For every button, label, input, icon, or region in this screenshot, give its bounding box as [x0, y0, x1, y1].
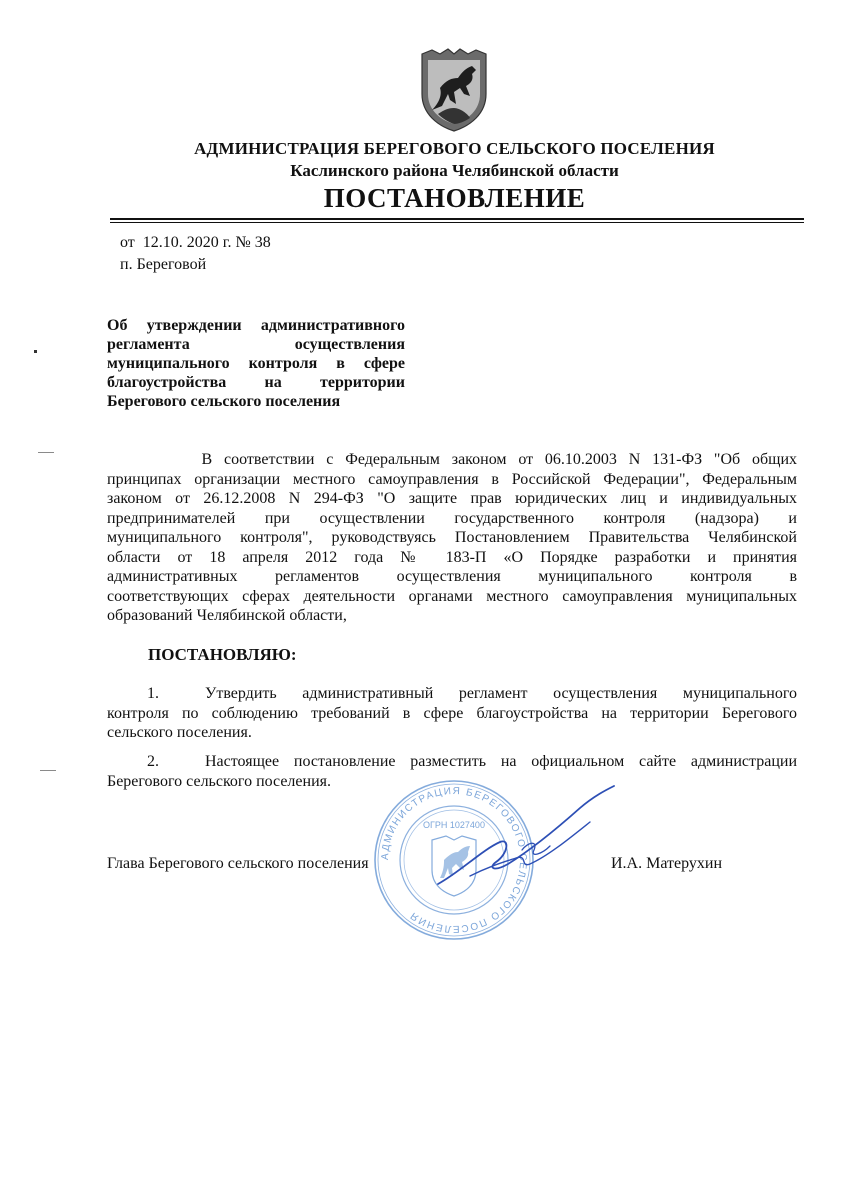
header-divider	[110, 218, 804, 220]
preamble-line: законом от 26.12.2008 N 294-ФЗ "О защите прав юридических лиц и индивидуальных	[107, 490, 797, 507]
document-place: п. Береговой	[120, 256, 207, 273]
subject-line: муниципального контроля в сфере	[107, 355, 405, 372]
stamp-ring-text: АДМИНИСТРАЦИЯ БЕРЕГОВОГО СЕЛЬСКОГО ПОСЕЛЕНИЯ	[379, 785, 529, 935]
preamble-line: области от 18 апреля 2012 года № 183-П «О Порядке разработки и принятия	[107, 548, 797, 566]
decree-item-line	[107, 684, 797, 704]
signatory-name: И.А. Матерухин	[611, 855, 723, 872]
subject-line: регламента осуществления	[107, 336, 405, 353]
decree-item-line	[107, 752, 797, 772]
subject-line: благоустройства на территории	[107, 374, 405, 391]
preamble-line: предпринимателей при осуществлении государственного контроля (надзора) и	[107, 509, 797, 527]
decree-item-line: сельского поселения.	[107, 724, 252, 741]
header-divider-thin	[110, 222, 804, 223]
signatory-position: Глава Берегового сельского поселения	[107, 855, 369, 872]
coat-of-arms-icon	[418, 48, 490, 132]
document-date-number: от 12.10. 2020 г. № 38	[120, 234, 271, 251]
scan-mark	[40, 770, 56, 771]
subject-line: Берегового сельского поселения	[107, 393, 341, 410]
preamble-line: В соответствии с Федеральным законом от 06.10.2003 N 131-ФЗ "Об общих	[107, 451, 797, 468]
decree-item-line: Берегового сельского поселения.	[107, 772, 331, 790]
preamble-line: административных регламентов осуществления муниципального контроля в	[107, 568, 797, 585]
scan-mark	[38, 452, 54, 453]
decree-item-number: 1.	[147, 685, 159, 702]
preamble-line: соответствующих сферах деятельности органами местного самоуправления муниципальных	[107, 587, 797, 605]
decree-item-number: 2.	[147, 753, 159, 770]
handwritten-signature	[430, 780, 620, 900]
stamp-inner-text: ОГРН 1027400	[423, 820, 485, 830]
organization-name: АДМИНИСТРАЦИЯ БЕРЕГОВОГО СЕЛЬСКОГО ПОСЕЛЕНИЯ	[194, 139, 715, 158]
preamble-paragraph	[107, 450, 797, 626]
subject-line: Об утверждении административного	[107, 317, 405, 334]
organization-region: Каслинского района Челябинской области	[290, 161, 619, 180]
preamble-line: принципах организации местного самоуправления в Российской Федерации", Федеральным	[107, 470, 797, 488]
decree-item-text: Утвердить административный регламент осуществления муниципального	[205, 685, 797, 702]
decree-label: ПОСТАНОВЛЯЮ:	[148, 645, 297, 664]
preamble-line: муниципального контроля", руководствуясь Постановлением Правительства Челябинской	[107, 529, 797, 546]
document-subject	[107, 316, 405, 411]
decree-item-text: Настоящее постановление разместить на официальном сайте администрации	[205, 753, 797, 770]
decree-item-line: контроля по соблюдению требований в сфере благоустройства на территории Берегового	[107, 704, 797, 722]
scan-mark	[34, 350, 37, 353]
preamble-line: образований Челябинской области,	[107, 607, 347, 624]
decree-item	[107, 684, 797, 743]
document-title: ПОСТАНОВЛЕНИЕ	[323, 183, 586, 213]
